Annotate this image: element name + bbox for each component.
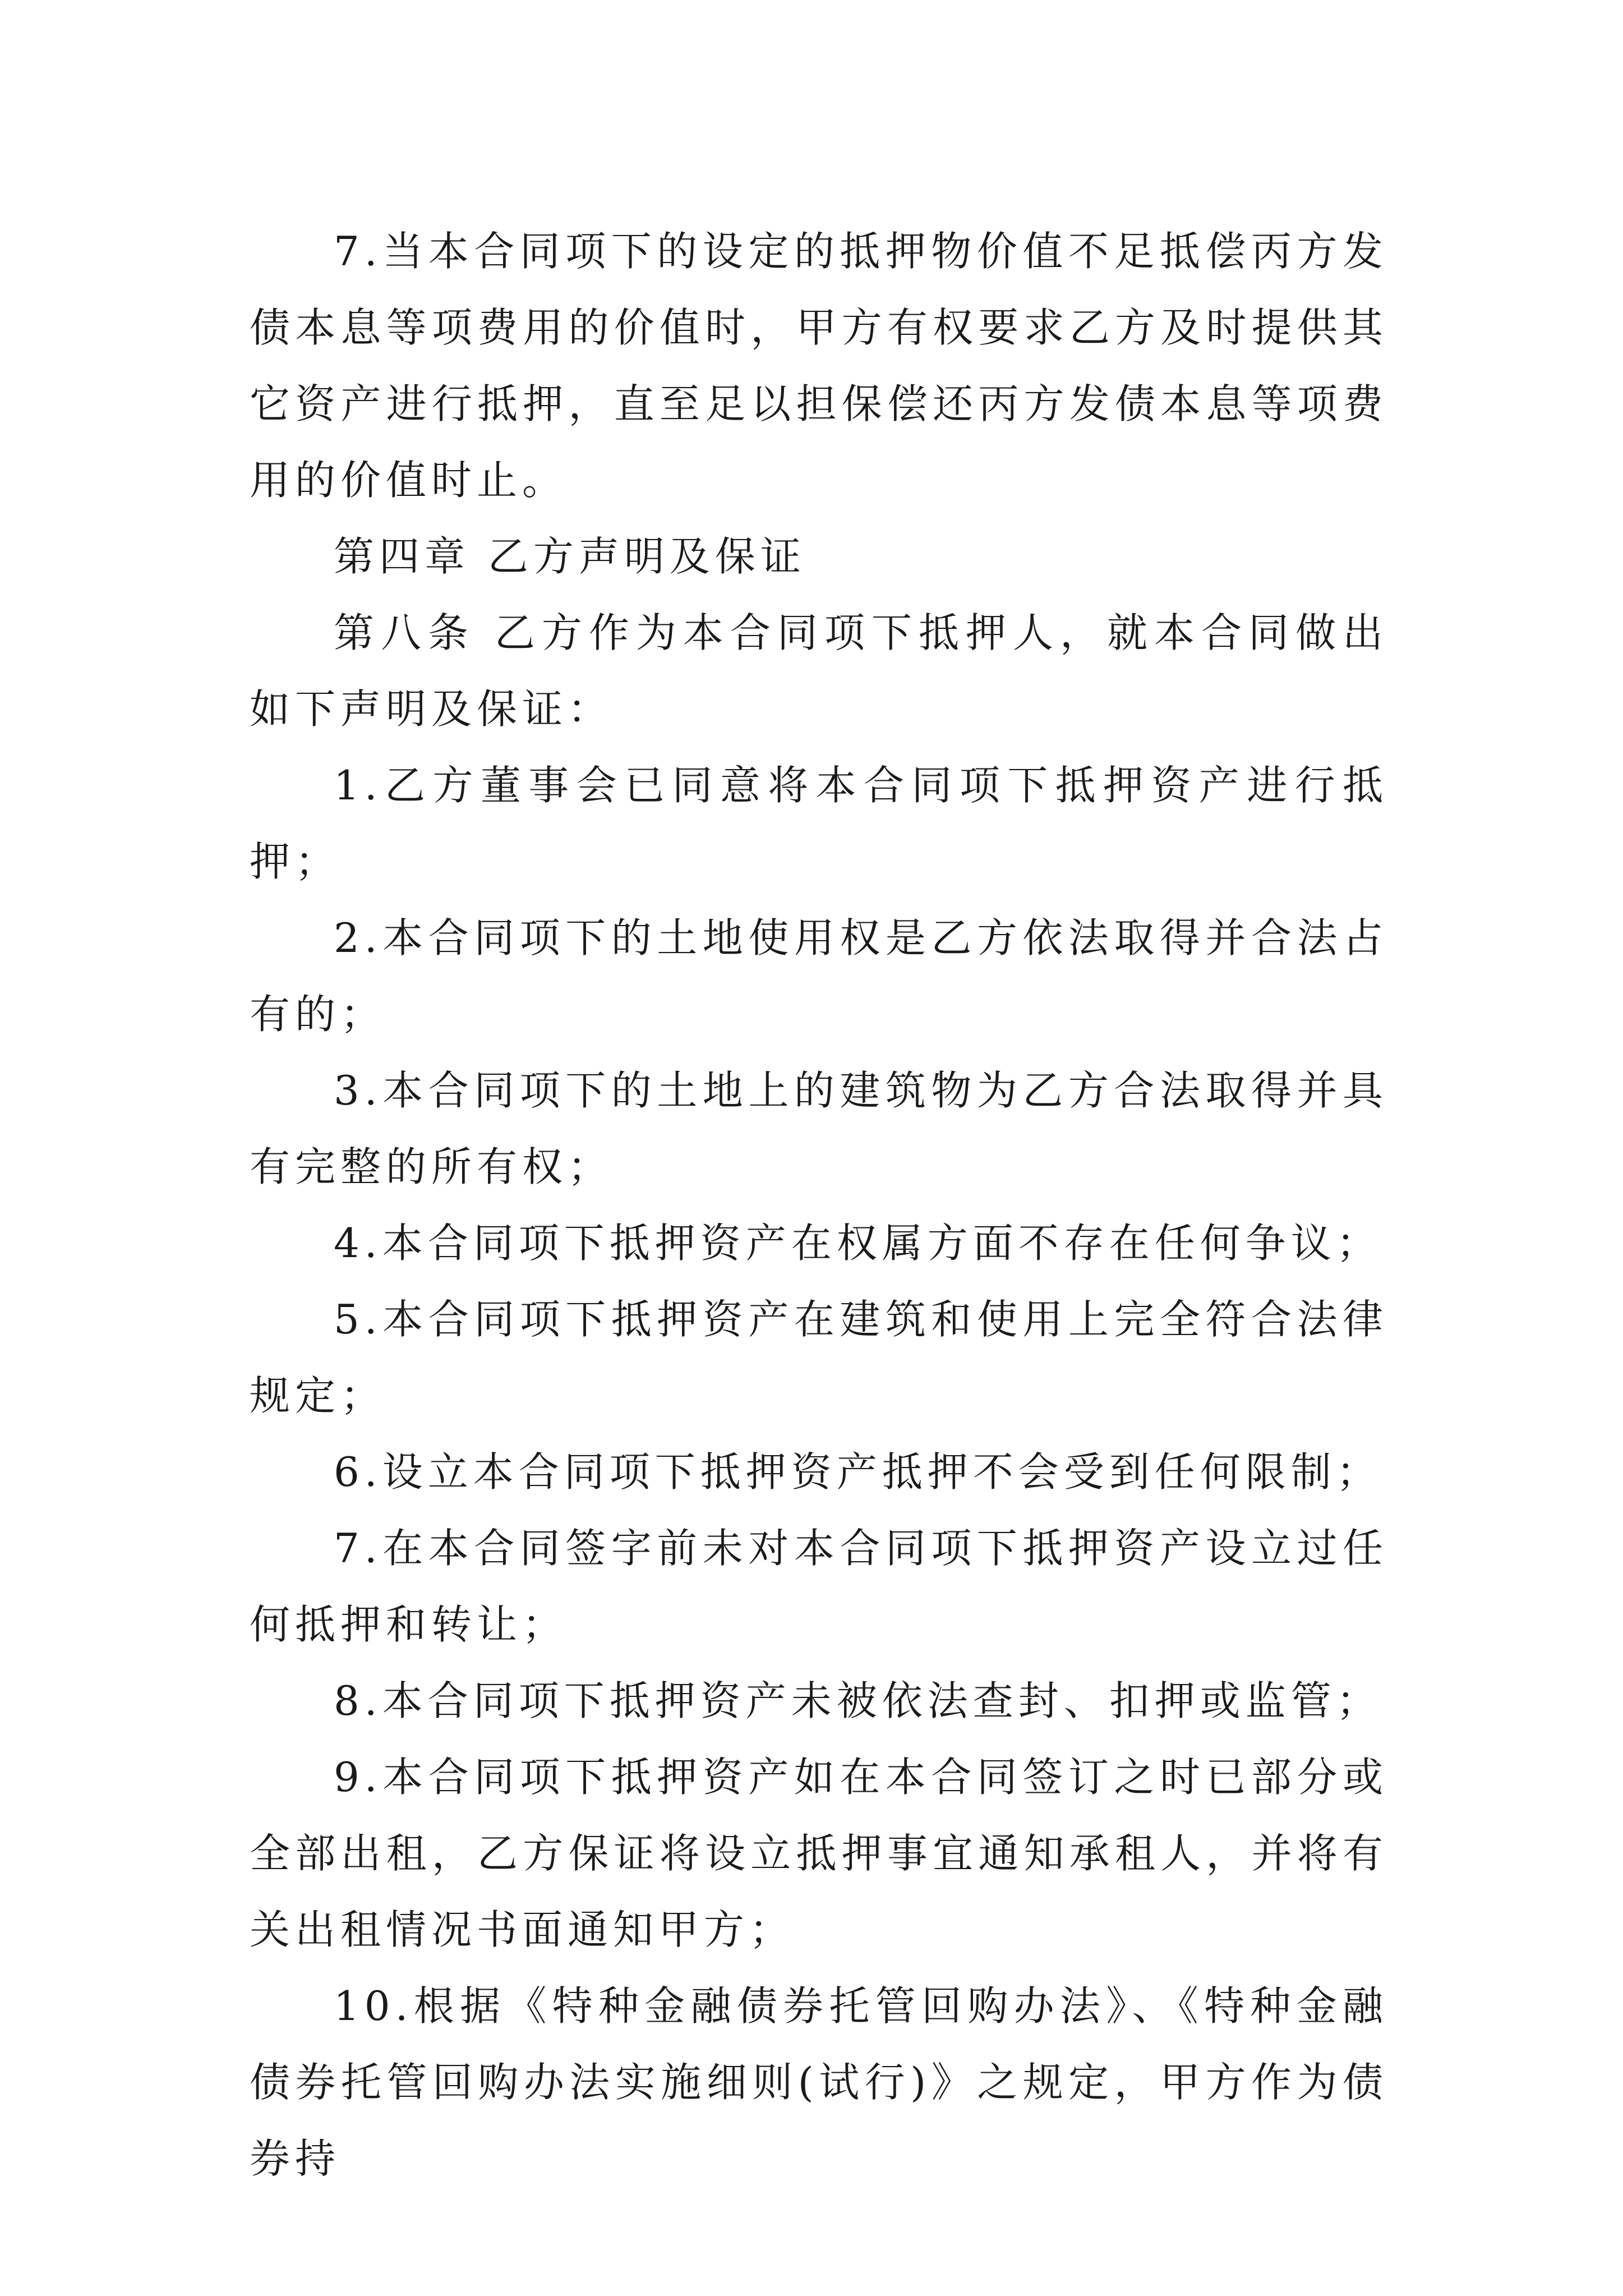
document-body [250, 213, 1388, 2197]
list-item: 9.本合同项下抵押资产如在本合同签订之时已部分或全部出租，乙方保证将设立抵押事宜通知承租人，并将有关出租情况书面通知甲方； [250, 1754, 1388, 1953]
paragraph: 7.当本合同项下的设定的抵押物价值不足抵偿丙方发债本息等项费用的价值时，甲方有权要求乙方及时提供其它资产进行抵押，直至足以担保偿还丙方发债本息等项费用的价值时止。 [250, 228, 1388, 504]
list-item: 7.在本合同签字前未对本合同项下抵押资产设立过任何抵押和转让； [250, 1525, 1388, 1648]
list-item: 6.设立本合同项下抵押资产抵押不会受到任何限制； [334, 1448, 1382, 1496]
article-heading: 第八条 乙方作为本合同项下抵押人，就本合同做出如下声明及保证： [250, 609, 1388, 733]
list-item: 2.本合同项下的土地使用权是乙方依法取得并合法占有的； [250, 914, 1388, 1038]
list-item: 4.本合同项下抵押资产在权属方面不存在任何争议； [334, 1220, 1382, 1267]
list-item: 5.本合同项下抵押资产在建筑和使用上完全符合法律规定； [250, 1296, 1388, 1419]
list-item: 1.乙方董事会已同意将本合同项下抵押资产进行抵押； [250, 762, 1388, 885]
list-item: 3.本合同项下的土地上的建筑物为乙方合法取得并具有完整的所有权； [250, 1067, 1388, 1190]
chapter-heading: 第四章 乙方声明及保证 [334, 533, 806, 580]
list-item: 8.本合同项下抵押资产未被依法查封、扣押或监管； [334, 1677, 1382, 1724]
list-item: 10.根据《特种金融债券托管回购办法》、《特种金融债券托管回购办法实施细则(试行)》之规定，甲方作为债券持 [250, 1982, 1388, 2182]
